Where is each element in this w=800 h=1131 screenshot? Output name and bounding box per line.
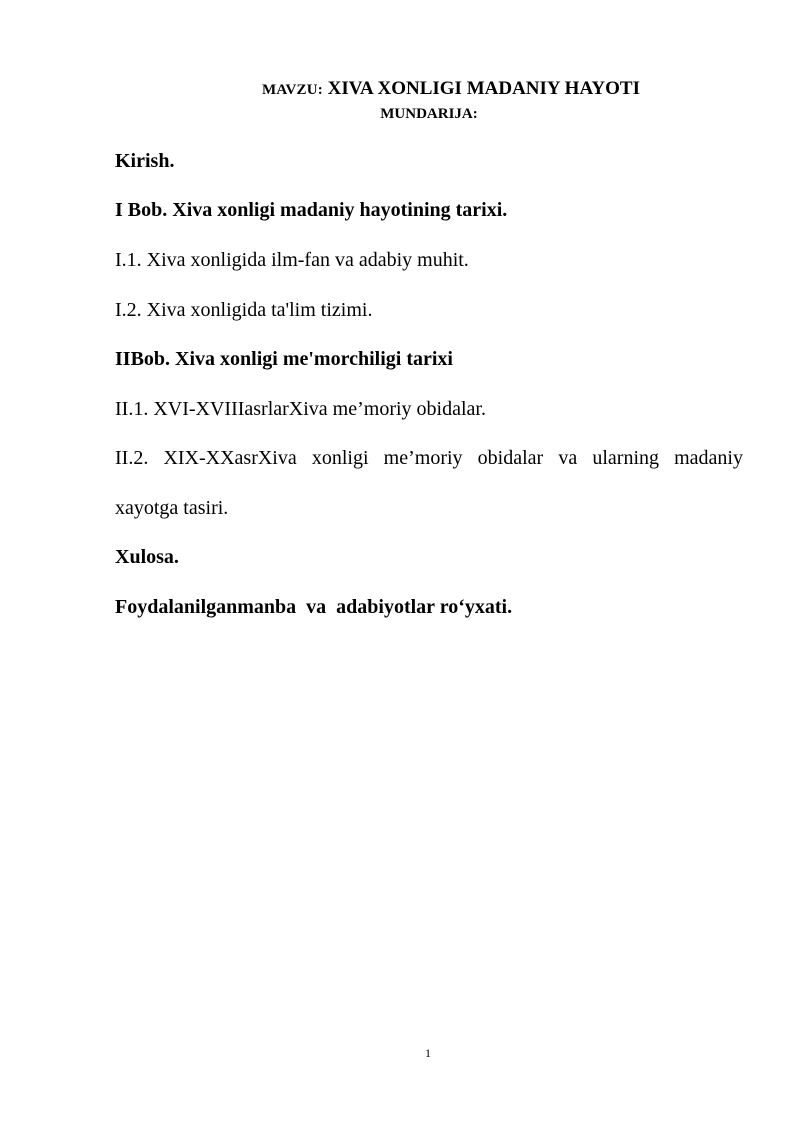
toc-references: Foydalanilganmanba va adabiyotlar ro‘yxati. [115, 596, 513, 618]
toc-chapter-1: I Bob. Xiva xonligi madaniy hayotining tarixi. [115, 199, 508, 221]
title-text: XIVA XONLIGI MADANIY HAYOTI [322, 78, 640, 99]
toc-intro: Kirish. [115, 150, 175, 172]
toc-section-2-2 [115, 446, 743, 470]
toc-section-2-2-word: madaniy [674, 447, 743, 469]
toc-conclusion: Xulosa. [115, 546, 179, 568]
contents-heading: MUNDARIJA: [380, 106, 478, 122]
toc-section-2-1: II.1. XVI-XVIIIasrlarXiva me’moriy obidalar. [115, 398, 486, 420]
toc-chapter-2: IIBob. Xiva xonligi me'morchiligi tarixi [115, 348, 453, 370]
toc-section-2-2-word: xonligi [311, 447, 369, 469]
toc-section-2-2-continued: xayotga tasiri. [115, 497, 229, 519]
page-number: 1 [425, 1046, 431, 1060]
title-prefix: MAVZU: [262, 82, 323, 98]
toc-section-2-2-word: ularning [592, 447, 659, 469]
toc-section-2-2-word: obidalar [477, 447, 544, 469]
document-title [0, 78, 800, 100]
toc-section-2-2-word: II.2. [115, 447, 149, 469]
toc-section-2-2-word: me’moriy [383, 447, 463, 469]
toc-section-2-2-word: va [558, 447, 578, 469]
toc-section-1-2: I.2. Xiva xonligida ta'lim tizimi. [115, 299, 373, 321]
toc-section-2-2-word: XIX-XXasrXiva [163, 447, 297, 469]
toc-section-1-1: I.1. Xiva xonligida ilm-fan va adabiy muhit. [115, 249, 469, 271]
